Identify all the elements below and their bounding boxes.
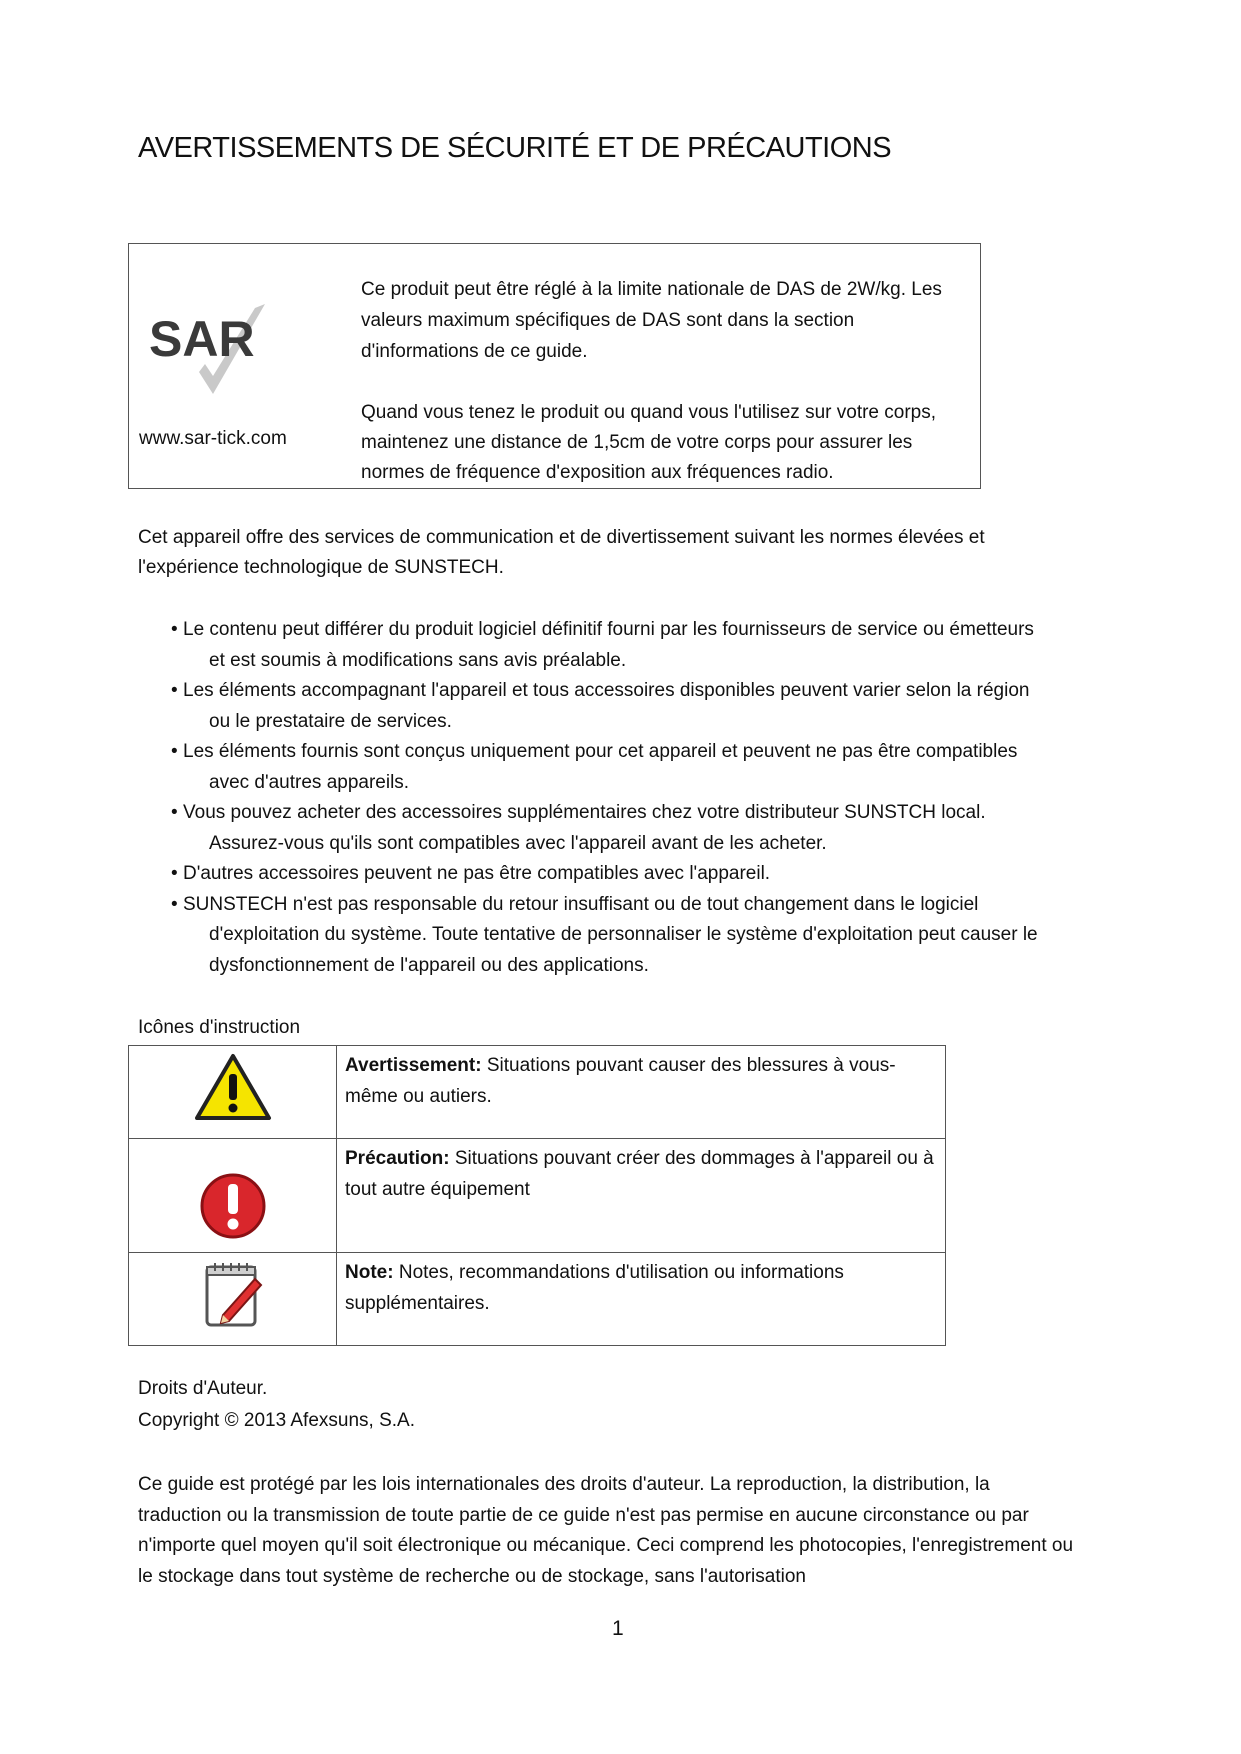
note-label: Note:: [345, 1262, 394, 1283]
list-item: • Les éléments fournis sont conçus uniquement pour cet appareil et peuvent ne pas être compatibles avec d'autres appareils.: [171, 737, 1051, 798]
icon-description: Note: Notes, recommandations d'utilisation ou informations supplémentaires.: [337, 1253, 946, 1346]
copyright-heading: Droits d'Auteur.: [138, 1378, 268, 1399]
icons-section-heading: Icônes d'instruction: [138, 1017, 301, 1038]
page-number: 1: [612, 1617, 624, 1640]
sar-tick-logo: [147, 294, 287, 404]
page-title: AVERTISSEMENTS DE SÉCURITÉ ET DE PRÉCAUTIONS: [138, 132, 892, 164]
sar-paragraph-limit: Ce produit peut être réglé à la limite nationale de DAS de 2W/kg. Les valeurs maximum spécifiques de DAS sont dans la section d'informations de ce guide.: [361, 279, 942, 362]
icon-cell: [129, 1046, 337, 1139]
list-item: • Les éléments accompagnant l'appareil et tous accessoires disponibles peuvent varier selon la région ou le prestataire de services.: [171, 676, 1051, 737]
bullet-icon: •: [171, 802, 178, 823]
bullet-icon: •: [171, 893, 178, 915]
list-item: • SUNSTECH n'est pas responsable du retour insuffisant ou de tout changement dans le logiciel d'exploitation du système. Toute tentative de personnaliser le système d'exploitation peut causer le dysfonctionnement de l'appareil ou des applications.: [171, 890, 1051, 982]
icon-cell: [129, 1253, 337, 1346]
caution-label: Précaution:: [345, 1148, 450, 1169]
caution-exclamation-icon: [198, 1171, 268, 1241]
table-row: [129, 1139, 946, 1253]
icon-cell: [129, 1139, 337, 1253]
instruction-icons-table: [128, 1045, 946, 1346]
notice-list: [171, 615, 1051, 981]
list-item: • Le contenu peut différer du produit logiciel définitif fourni par les fournisseurs de service ou émetteurs et est soumis à modifications sans avis préalable.: [171, 615, 1051, 676]
list-item: • D'autres accessoires peuvent ne pas être compatibles avec l'appareil.: [171, 859, 1051, 890]
bullet-icon: •: [171, 680, 178, 701]
sar-url: www.sar-tick.com: [139, 428, 287, 449]
table-row: [129, 1046, 946, 1139]
list-item: • Vous pouvez acheter des accessoires supplémentaires chez votre distributeur SUNSTCH local. Assurez-vous qu'ils sont compatibles avec l'appareil avant de les acheter.: [171, 798, 1051, 859]
bullet-icon: •: [171, 863, 178, 884]
bullet-icon: •: [171, 741, 178, 762]
notepad-pencil-icon: [201, 1259, 265, 1329]
sar-logo-text: SAR: [149, 311, 255, 367]
icon-description: Avertissement: Situations pouvant causer des blessures à vous-même ou autiers.: [337, 1046, 946, 1139]
sar-paragraph-distance: Quand vous tenez le produit ou quand vous l'utilisez sur votre corps, maintenez une distance de 1,5cm de votre corps pour assurer les normes de fréquence d'exposition aux fréquences radio.: [361, 402, 937, 483]
checkmark-icon: [147, 294, 287, 404]
bullet-icon: •: [171, 619, 178, 640]
copyright-line: Copyright © 2013 Afexsuns, S.A.: [138, 1410, 415, 1431]
warning-triangle-icon: [193, 1052, 273, 1122]
icon-description: Précaution: Situations pouvant créer des dommages à l'appareil ou à tout autre équipement: [337, 1139, 946, 1253]
table-row: [129, 1253, 946, 1346]
intro-paragraph: Cet appareil offre des services de communication et de divertissement suivant les normes élevées et l'expérience technologique de SUNSTECH.: [138, 527, 985, 578]
sar-info-box: [128, 243, 981, 489]
copyright-body: Ce guide est protégé par les lois internationales des droits d'auteur. La reproduction, la distribution, la traduction ou la transmission de toute partie de ce guide n'est pas permise en aucune circonstance ou par n'importe quel moyen qu'il soit électronique ou mécanique. Ceci comprend les photocopies, l'enregistrement ou le stockage dans tout système de recherche ou de stockage, sans l'autorisation: [138, 1474, 1074, 1587]
warning-label: Avertissement:: [345, 1055, 482, 1076]
